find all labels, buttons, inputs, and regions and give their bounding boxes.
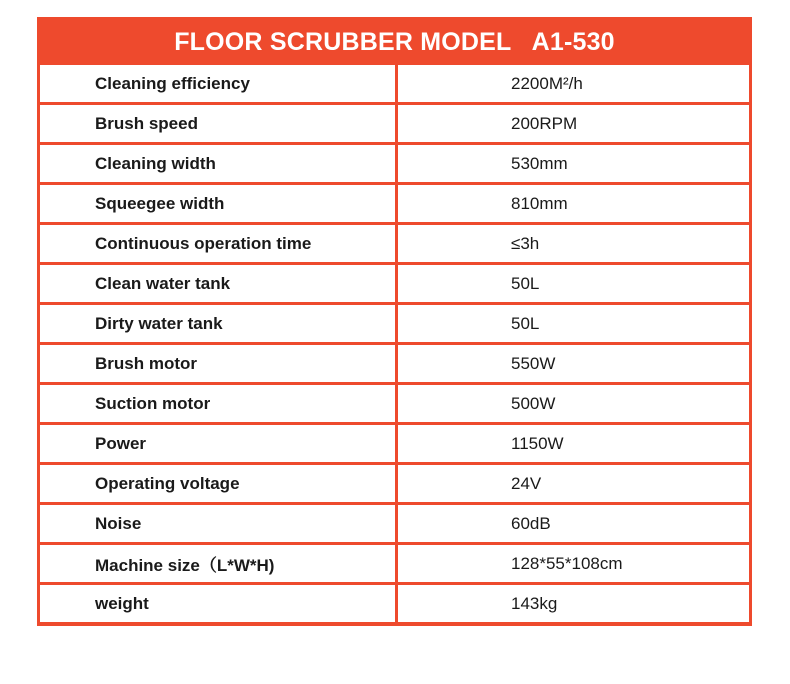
spec-value: 2200M²/h <box>398 65 749 102</box>
table-row <box>40 545 749 582</box>
table-row <box>40 305 749 342</box>
spec-value: 143kg <box>398 585 749 622</box>
spec-label: Brush speed <box>40 105 395 142</box>
table-row <box>40 185 749 222</box>
table-row <box>40 265 749 302</box>
spec-value: 500W <box>398 385 749 422</box>
spec-label: Dirty water tank <box>40 305 395 342</box>
spec-label: Clean water tank <box>40 265 395 302</box>
spec-label: Cleaning efficiency <box>40 65 395 102</box>
spec-label: Operating voltage <box>40 465 395 502</box>
spec-value: 550W <box>398 345 749 382</box>
table-row <box>40 385 749 422</box>
table-row <box>40 345 749 382</box>
spec-value: 24V <box>398 465 749 502</box>
spec-value: 810mm <box>398 185 749 222</box>
spec-value: ≤3h <box>398 225 749 262</box>
table-row <box>40 505 749 542</box>
spec-label: Machine size（L*W*H) <box>40 545 395 582</box>
spec-label: Continuous operation time <box>40 225 395 262</box>
spec-value: 1150W <box>398 425 749 462</box>
spec-value: 50L <box>398 305 749 342</box>
table-row <box>40 225 749 262</box>
spec-label: Suction motor <box>40 385 395 422</box>
table-row <box>40 465 749 502</box>
table-title: FLOOR SCRUBBER MODEL A1-530 <box>174 28 615 56</box>
spec-value: 50L <box>398 265 749 302</box>
spec-value: 60dB <box>398 505 749 542</box>
spec-label: Power <box>40 425 395 462</box>
spec-value: 200RPM <box>398 105 749 142</box>
table-row <box>40 425 749 462</box>
table-body <box>40 65 749 622</box>
spec-value: 530mm <box>398 145 749 182</box>
spec-label: Cleaning width <box>40 145 395 182</box>
table-row <box>40 145 749 182</box>
table-row <box>40 585 749 622</box>
table-row <box>40 65 749 102</box>
spec-table <box>37 17 752 626</box>
spec-label: Brush motor <box>40 345 395 382</box>
spec-value: 128*55*108cm <box>398 545 749 582</box>
table-row <box>40 105 749 142</box>
spec-label: weight <box>40 585 395 622</box>
spec-label: Squeegee width <box>40 185 395 222</box>
spec-label: Noise <box>40 505 395 542</box>
